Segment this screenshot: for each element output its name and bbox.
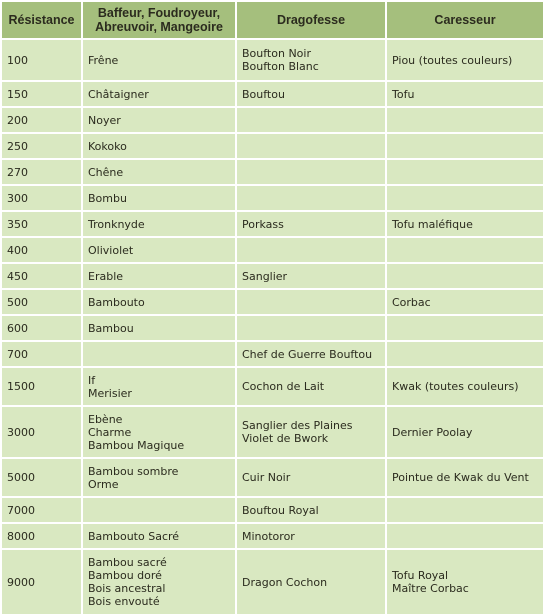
baffeur-cell: Bambou sacré Bambou doré Bois ancestral Bois envouté — [83, 550, 235, 614]
resistance-cell: 7000 — [2, 498, 81, 522]
table-row — [2, 550, 543, 614]
table-row — [2, 459, 543, 496]
caresseur-cell — [387, 342, 543, 366]
table-row — [2, 316, 543, 340]
dragofesse-cell: Cochon de Lait — [237, 368, 385, 405]
table-row — [2, 498, 543, 522]
caresseur-cell — [387, 160, 543, 184]
caresseur-cell — [387, 108, 543, 132]
caresseur-cell: Kwak (toutes couleurs) — [387, 368, 543, 405]
baffeur-cell: Bombu — [83, 186, 235, 210]
header-resistance: Résistance — [2, 2, 81, 38]
resistance-cell: 1500 — [2, 368, 81, 405]
caresseur-cell: Tofu maléfique — [387, 212, 543, 236]
caresseur-cell — [387, 524, 543, 548]
baffeur-cell: Tronknyde — [83, 212, 235, 236]
baffeur-cell — [83, 342, 235, 366]
dragofesse-cell: Porkass — [237, 212, 385, 236]
resistance-cell: 9000 — [2, 550, 81, 614]
table-row — [2, 134, 543, 158]
dragofesse-cell: Bouftou — [237, 82, 385, 106]
resistance-cell: 350 — [2, 212, 81, 236]
dragofesse-cell — [237, 290, 385, 314]
resistance-cell: 500 — [2, 290, 81, 314]
baffeur-cell — [83, 498, 235, 522]
resistance-cell: 100 — [2, 40, 81, 80]
caresseur-cell — [387, 316, 543, 340]
resistance-cell: 150 — [2, 82, 81, 106]
table-row — [2, 238, 543, 262]
resistance-cell: 600 — [2, 316, 81, 340]
baffeur-cell: Châtaigner — [83, 82, 235, 106]
baffeur-cell: Ebène Charme Bambou Magique — [83, 407, 235, 457]
table-row — [2, 524, 543, 548]
resistance-cell: 450 — [2, 264, 81, 288]
table-row — [2, 342, 543, 366]
resistance-cell: 300 — [2, 186, 81, 210]
caresseur-cell — [387, 134, 543, 158]
table-body — [2, 40, 543, 614]
caresseur-cell: Dernier Poolay — [387, 407, 543, 457]
baffeur-cell: If Merisier — [83, 368, 235, 405]
baffeur-cell: Erable — [83, 264, 235, 288]
baffeur-cell: Bambou sombre Orme — [83, 459, 235, 496]
baffeur-cell: Bambouto Sacré — [83, 524, 235, 548]
caresseur-cell: Tofu Royal Maître Corbac — [387, 550, 543, 614]
table-row — [2, 290, 543, 314]
baffeur-cell: Kokoko — [83, 134, 235, 158]
baffeur-cell: Noyer — [83, 108, 235, 132]
resistance-cell: 270 — [2, 160, 81, 184]
table-row — [2, 40, 543, 80]
header-row — [2, 2, 543, 38]
dragofesse-cell — [237, 238, 385, 262]
header-dragofesse: Dragofesse — [237, 2, 385, 38]
caresseur-cell — [387, 238, 543, 262]
caresseur-cell — [387, 498, 543, 522]
caresseur-cell: Piou (toutes couleurs) — [387, 40, 543, 80]
table-row — [2, 264, 543, 288]
table-row — [2, 407, 543, 457]
dragofesse-cell: Sanglier des Plaines Violet de Bwork — [237, 407, 385, 457]
table-row — [2, 160, 543, 184]
table-row — [2, 212, 543, 236]
dragofesse-cell: Bouftou Royal — [237, 498, 385, 522]
dragofesse-cell: Cuir Noir — [237, 459, 385, 496]
dragofesse-cell: Boufton Noir Boufton Blanc — [237, 40, 385, 80]
resistance-cell: 5000 — [2, 459, 81, 496]
table-row — [2, 108, 543, 132]
header-caresseur: Caresseur — [387, 2, 543, 38]
resistance-cell: 8000 — [2, 524, 81, 548]
dragofesse-cell — [237, 108, 385, 132]
table-row — [2, 82, 543, 106]
table-row — [2, 186, 543, 210]
baffeur-cell: Frêne — [83, 40, 235, 80]
caresseur-cell: Pointue de Kwak du Vent — [387, 459, 543, 496]
caresseur-cell: Tofu — [387, 82, 543, 106]
dragofesse-cell: Dragon Cochon — [237, 550, 385, 614]
baffeur-cell: Bambouto — [83, 290, 235, 314]
resistance-cell: 250 — [2, 134, 81, 158]
dragofesse-cell: Chef de Guerre Bouftou — [237, 342, 385, 366]
resistance-cell: 200 — [2, 108, 81, 132]
dragofesse-cell — [237, 160, 385, 184]
caresseur-cell: Corbac — [387, 290, 543, 314]
dragofesse-cell — [237, 134, 385, 158]
dragofesse-cell: Sanglier — [237, 264, 385, 288]
table-row — [2, 368, 543, 405]
baffeur-cell: Bambou — [83, 316, 235, 340]
dragofesse-cell — [237, 316, 385, 340]
dragofesse-cell: Minotoror — [237, 524, 385, 548]
baffeur-cell: Oliviolet — [83, 238, 235, 262]
header-baffeur-foudroyeur-abreuvoir-mangeoire: Baffeur, Foudroyeur, Abreuvoir, Mangeoire — [83, 2, 235, 38]
caresseur-cell — [387, 186, 543, 210]
resistance-cell: 400 — [2, 238, 81, 262]
dragofesse-cell — [237, 186, 385, 210]
resistance-cell: 3000 — [2, 407, 81, 457]
baffeur-cell: Chêne — [83, 160, 235, 184]
resistance-cell: 700 — [2, 342, 81, 366]
caresseur-cell — [387, 264, 543, 288]
